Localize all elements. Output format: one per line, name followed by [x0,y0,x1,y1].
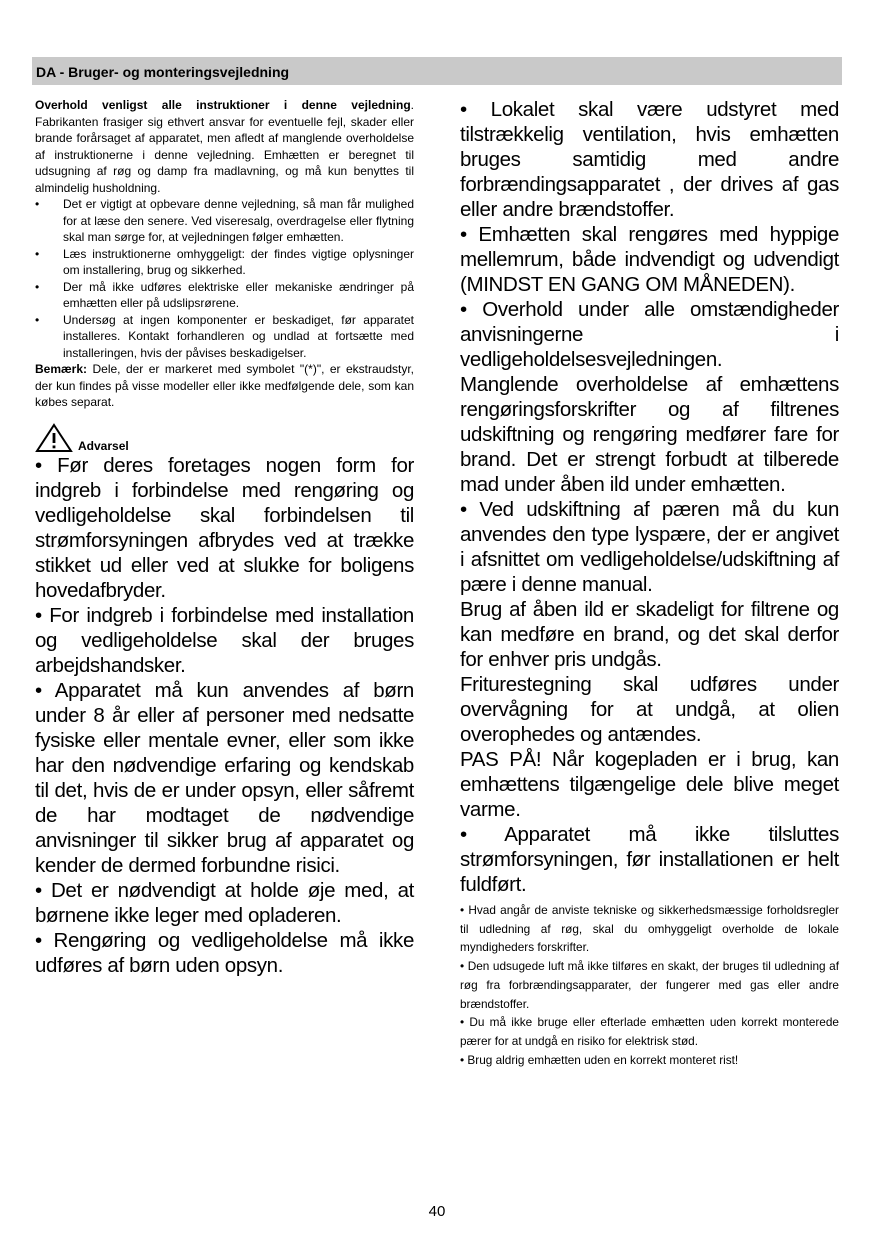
intro-bullet: • Der må ikke udføres elektriske eller mekaniske ændringer på emhætten eller på udslipsrørene. [35,279,414,310]
note-paragraph [35,361,414,411]
warning-item: • Rengøring og vedligeholdelse må ikke udføres af børn uden opsyn. [35,928,414,977]
warning-item: • Før deres foretages nogen form for indgreb i forbindelse med rengøring og vedligeholdelse skal forbindelsen til strømforsyningen afbrydes ved at trække stikket ud eller ved at slukke for boligens hovedafbryder. [35,453,414,602]
intro-text: . Fabrikanten frasiger sig ethvert ansvar for eventuelle fejl, skader eller brande forårsaget af apparatet, men afledt af manglende overholdelse af instruktionerne i denne vejledning. Emhætten er beregnet til udsugning af røg og damp fra madlavning, og må kun benyttes til almindelig husholdning. [35,98,414,195]
warning-item: • Apparatet må kun anvendes af børn under 8 år eller af personer med nedsatte fysiske eller mentale evner, eller som ikke har den nødvendige erfaring og kendskab til det, hvis de er under opsyn, eller såfremt de har modtaget de nødvendige anvisninger til sikker brug af apparatet og kender de dermed forbundne risici. [35,678,414,877]
warning-item: • For indgreb i forbindelse med installation og vedligeholdelse skal der bruges arbejdshandsker. [35,603,414,677]
regulation-item: • Brug aldrig emhætten uden en korrekt monteret rist! [460,1052,739,1067]
safety-item: • Ved udskiftning af pæren må du kun anvendes den type lyspære, der er angivet i afsnittet om vedligeholdelse/udskiftning af pære i denne manual. [460,498,839,596]
section-header [32,57,842,85]
intro-bullet: • Undersøg at ingen komponenter er beskadiget, før apparatet installeres. Kontakt forhandleren og undlad at fortsætte med installeringen, hvis der påvises beskadigelser. [35,312,414,360]
intro-bold-lead: Overhold venligst alle instruktioner i denne vejledning [35,98,411,112]
intro-paragraph [35,97,414,196]
warning-label: Advarsel [78,438,129,453]
warning-item: • Det er nødvendigt at holde øje med, at børnene ikke leger med opladeren. [35,878,414,927]
safety-item: • Apparatet må ikke tilsluttes strømforsyningen, før installationen er helt fuldført. [460,823,839,896]
safety-item: • Emhætten skal rengøres med hyppige mellemrum, både indvendigt og udvendigt (MINDST EN GANG OM MÅNEDEN). [460,223,839,296]
safety-item: PAS PÅ! Når kogepladen er i brug, kan emhættens tilgængelige dele blive meget varme. [460,748,839,821]
regulation-item: • Du må ikke bruge eller efterlade emhætten uden korrekt monterede pærer for at undgå en risiko for elektrisk stød. [460,1015,839,1048]
safety-item: • Overhold under alle omstændigheder anvisningerne i vedligeholdelsesvejledningen. [460,298,839,371]
left-column [35,97,414,978]
intro-bullet: • Det er vigtigt at opbevare denne vejledning, så man får mulighed for at læse den senere. Ved viseresalg, overdragelse eller flytning skal man sørge for, at vejledningen følger emhætten. [35,197,414,244]
warning-heading [35,423,414,453]
regulation-item: • Den udsugede luft må ikke tilføres en skakt, der bruges til udledning af røg fra forbrændingsapparater, der fungerer med gas eller andre brændstoffer. [460,959,839,1011]
safety-item: Manglende overholdelse af emhættens rengøringsforskrifter og af filtrenes udskiftning og rengøring medfører fare for brand. Det er strengt forbudt at tilberede mad under åben ild under emhætten. [460,373,839,496]
right-column [460,97,839,1069]
warning-triangle-icon [35,423,73,453]
safety-item: Brug af åben ild er skadeligt for filtrene og kan medføre en brand, og det skal derfor for enhver pris undgås. [460,598,839,671]
page-number: 40 [428,1203,446,1220]
safety-item: Friturestegning skal udføres under overvågning for at undgå, at olien overophedes og antændes. [460,673,839,746]
note-label: Bemærk: [35,362,88,376]
safety-item: • Lokalet skal være udstyret med tilstrækkelig ventilation, hvis emhætten bruges samtidig med andre forbrændingsapparatet , der drives af gas eller andre brændstoffer. [460,98,839,221]
regulation-item: • Hvad angår de anviste tekniske og sikkerhedsmæssige forholdsregler til udledning af røg, skal du omhyggeligt overholde de lokale myndigheders forskrifter. [460,903,839,955]
note-text: Dele, der er markeret med symbolet "(*)", er ekstraudstyr, der kun findes på visse modeller eller ikke medfølgende dele, som kan købes separat. [35,362,414,409]
intro-bullet: • Læs instruktionerne omhyggeligt: der findes vigtige oplysninger om installering, brug og sikkerhed. [35,246,414,277]
section-title: DA - Bruger- og monteringsvejledning [36,64,290,80]
